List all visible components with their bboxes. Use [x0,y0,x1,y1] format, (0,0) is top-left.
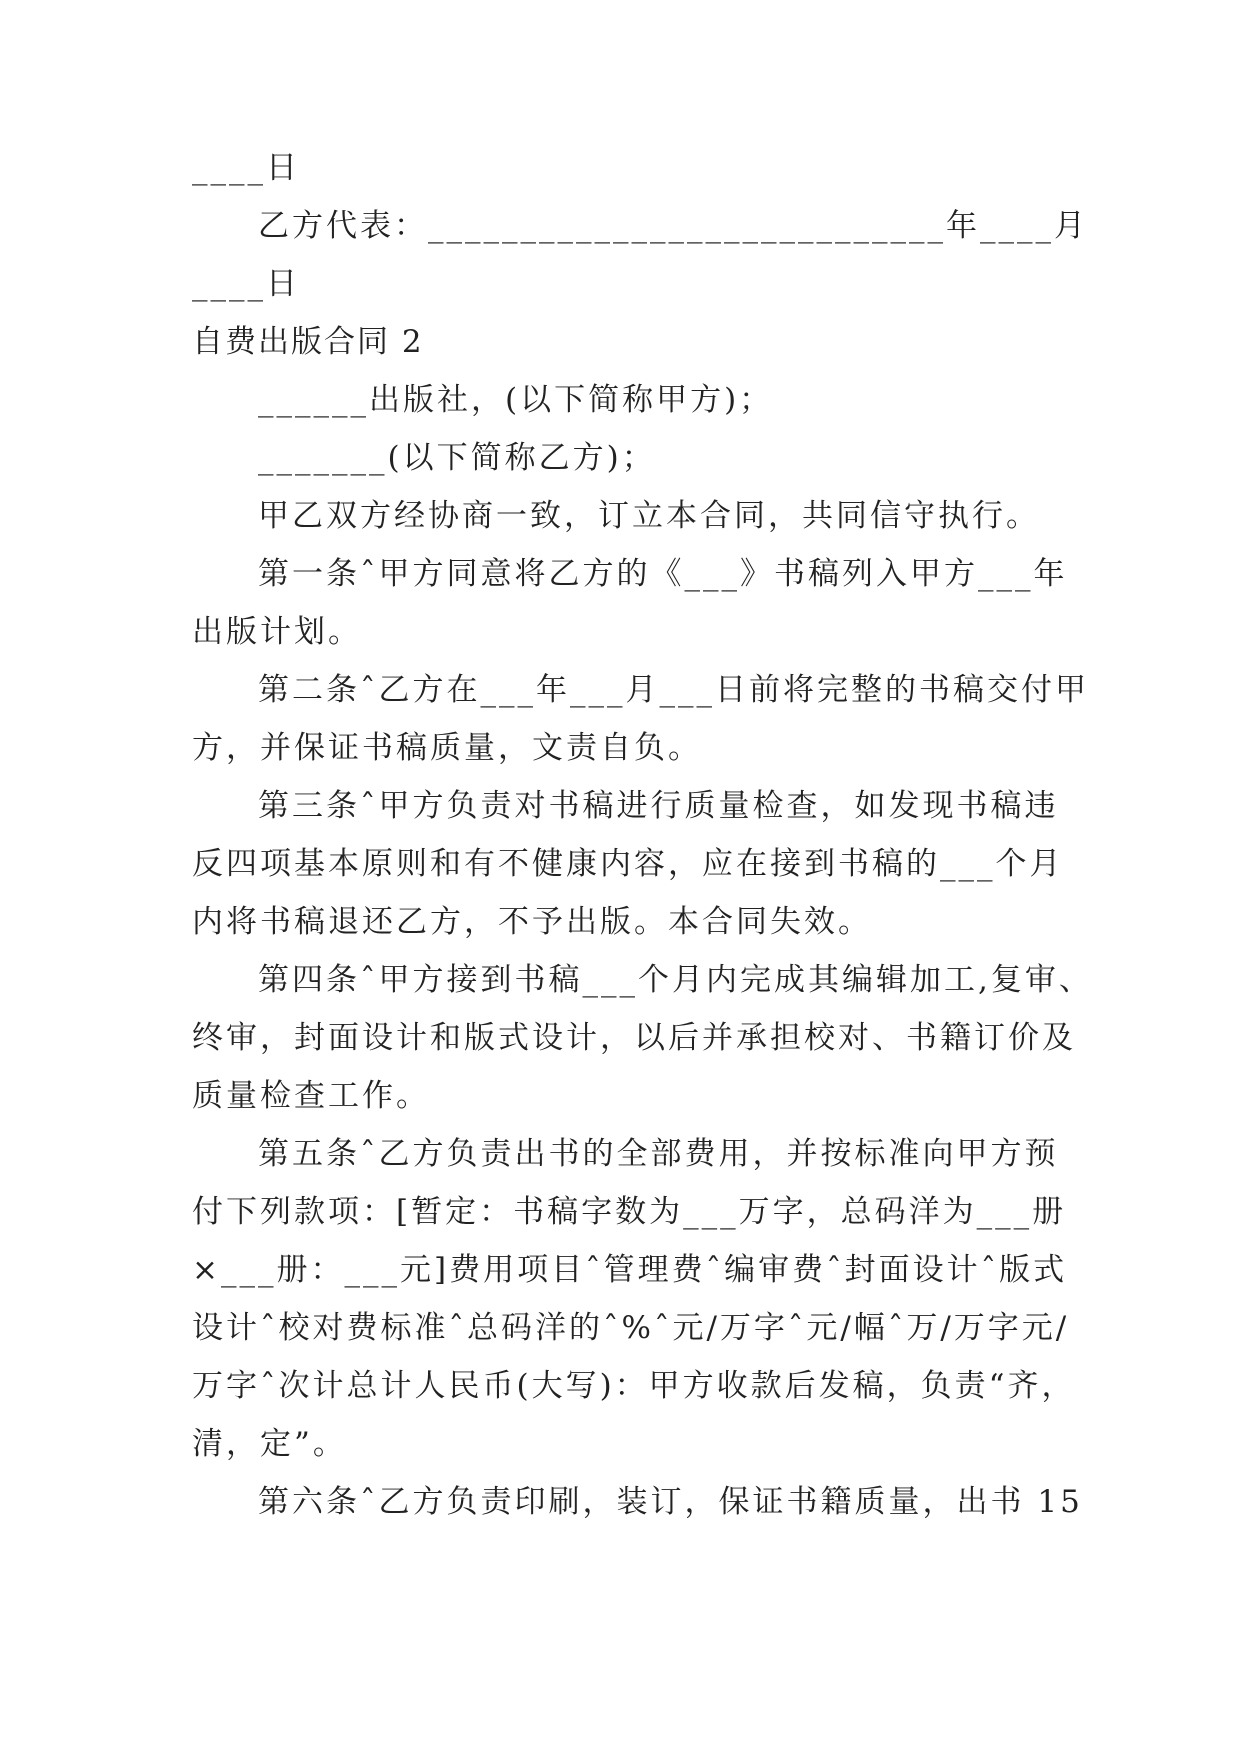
article-5-line-5: 万字ˆ次计总计人民币(大写)：甲方收款后发稿，负责“齐， [192,1368,1076,1404]
line-preamble: 甲乙双方经协商一致，订立本合同，共同信守执行。 [258,498,1040,534]
article-4-line-3: 质量检查工作。 [192,1078,430,1114]
article-3-line-1: 第三条ˆ甲方负责对书稿进行质量检查，如发现书稿违 [258,788,1059,824]
article-5-line-6: 清，定”。 [192,1426,347,1462]
article-5-line-1: 第五条ˆ乙方负责出书的全部费用，并按标准向甲方预 [258,1136,1059,1172]
line-party-b: _______(以下简称乙方)； [258,440,656,476]
section-title: 自费出版合同 2 [192,324,424,360]
article-1-line-1: 第一条ˆ甲方同意将乙方的《___》书稿列入甲方___年 [258,556,1068,592]
article-5-line-2: 付下列款项：[暂定：书稿字数为___万字，总码洋为___册 [192,1194,1067,1230]
article-2-line-1: 第二条ˆ乙方在___年___月___日前将完整的书稿交付甲 [258,672,1089,708]
line-party-a: ______出版社，(以下简称甲方)； [258,382,774,418]
article-5-line-3: ×___册：___元]费用项目ˆ管理费ˆ编审费ˆ封面设计ˆ版式 [192,1252,1068,1288]
article-3-line-3: 内将书稿退还乙方，不予出版。本合同失效。 [192,904,872,940]
article-5-line-4: 设计ˆ校对费标准ˆ总码洋的ˆ%ˆ元/万字ˆ元/幅ˆ万/万字元/ [192,1310,1070,1346]
article-6-line-1: 第六条ˆ乙方负责印刷，装订，保证书籍质量，出书 15 [258,1484,1083,1520]
line-date-day-1: ____日 [192,150,300,186]
line-party-b-representative: 乙方代表：____________________________年____月 [258,208,1088,244]
article-3-line-2: 反四项基本原则和有不健康内容，应在接到书稿的___个月 [192,846,1064,882]
article-1-line-2: 出版计划。 [192,614,362,650]
line-date-day-2: ____日 [192,266,300,302]
article-2-line-2: 方，并保证书稿质量，文责自负。 [192,730,702,766]
article-4-line-1: 第四条ˆ甲方接到书稿___个月内完成其编辑加工,复审、 [258,962,1093,998]
article-4-line-2: 终审，封面设计和版式设计，以后并承担校对、书籍订价及 [192,1020,1076,1056]
